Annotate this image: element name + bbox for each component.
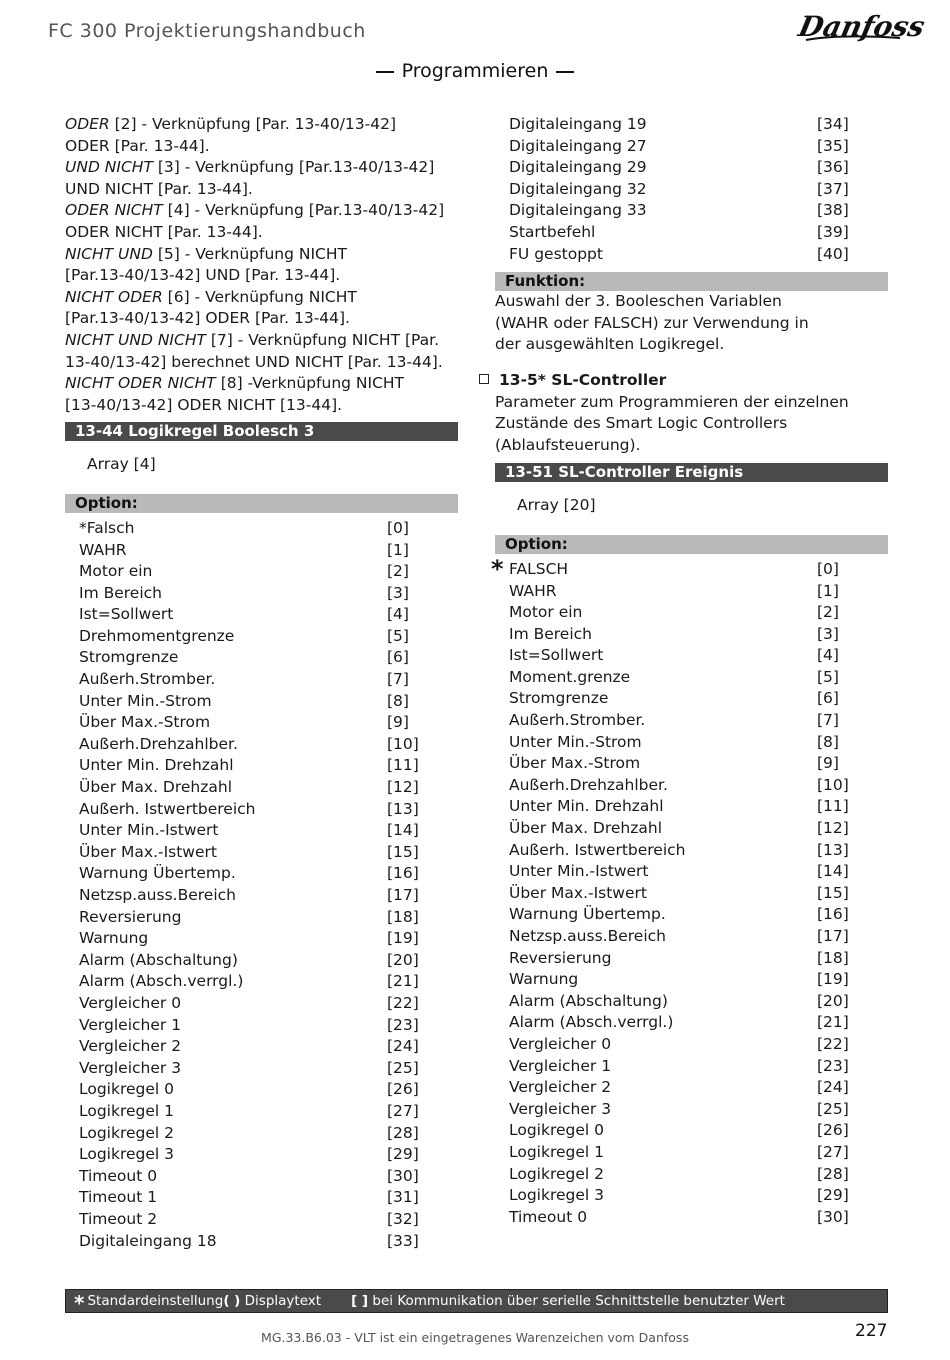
- option-name: Startbefehl: [509, 222, 596, 241]
- option-value: [27]: [817, 1142, 849, 1161]
- option-row: [495, 1164, 888, 1186]
- option-row: [495, 883, 888, 905]
- option-value: [9]: [387, 713, 409, 732]
- option-name: Warnung: [509, 970, 579, 989]
- option-row: [495, 1207, 888, 1229]
- text-line: [65, 244, 458, 266]
- option-row: [65, 885, 458, 907]
- option-value: [1]: [817, 581, 839, 600]
- option-row: [495, 645, 888, 667]
- option-row: [495, 969, 888, 991]
- option-value: [14]: [817, 862, 849, 881]
- text-emphasis: NICHT UND NICHT: [65, 330, 206, 349]
- option-name: Alarm (Absch.verrgl.): [509, 1013, 674, 1032]
- option-name: Vergleicher 1: [79, 1015, 182, 1034]
- option-value: [5]: [817, 667, 839, 686]
- legend-default: Standardeinstellung: [87, 1293, 224, 1309]
- option-value: [6]: [387, 648, 409, 667]
- option-name: Logikregel 0: [509, 1121, 605, 1140]
- option-name: Unter Min. Drehzahl: [509, 797, 664, 816]
- option-name: Unter Min.-Istwert: [79, 821, 219, 840]
- text-body: [8] -Verknüpfung NICHT: [215, 374, 405, 393]
- option-row: [65, 1101, 458, 1123]
- option-name: Logikregel 0: [79, 1080, 175, 1099]
- option-row: [65, 1079, 458, 1101]
- option-row: [495, 1120, 888, 1142]
- option-value: [16]: [387, 864, 419, 883]
- text-body: [6] - Verknüpfung NICHT: [162, 287, 357, 306]
- option-value: [3]: [817, 624, 839, 643]
- option-name: Motor ein: [509, 603, 583, 622]
- option-row: [495, 179, 888, 201]
- option-row: [65, 842, 458, 864]
- option-row: [65, 691, 458, 713]
- option-value: [18]: [817, 948, 849, 967]
- text-body: [Par.13-40/13-42] ODER [Par. 13-44].: [65, 309, 350, 328]
- text-line: [65, 330, 458, 352]
- option-row: [495, 904, 888, 926]
- text-line: [65, 200, 458, 222]
- text-body: [4] - Verknüpfung [Par.13-40/13-42]: [162, 201, 445, 220]
- array-text: Array [20]: [517, 496, 596, 515]
- option-value: [4]: [387, 605, 409, 624]
- text-emphasis: NICHT UND: [65, 244, 153, 263]
- option-name: Über Max. Drehzahl: [79, 778, 233, 797]
- param-13-44-title: 13-44 Logikregel Boolesch 3: [65, 422, 458, 441]
- page-number: 227: [855, 1321, 888, 1341]
- option-name: Ist=Sollwert: [79, 605, 174, 624]
- option-row: [495, 1099, 888, 1121]
- option-row: [495, 1034, 888, 1056]
- option-value: [28]: [817, 1164, 849, 1183]
- option-name: Vergleicher 1: [509, 1056, 612, 1075]
- option-value: [26]: [817, 1121, 849, 1140]
- option-header: Option:: [495, 535, 888, 554]
- option-value: [21]: [817, 1013, 849, 1032]
- array-text: Array [4]: [87, 455, 156, 474]
- function-header: Funktion:: [495, 272, 888, 291]
- text-body: [7] - Verknüpfung NICHT [Par.: [205, 330, 440, 349]
- option-value: [12]: [817, 819, 849, 838]
- text-body: [5] - Verknüpfung NICHT: [152, 244, 348, 263]
- section-title: [0, 60, 950, 82]
- option-value: [33]: [387, 1231, 419, 1250]
- option-name: Digitaleingang 32: [509, 179, 647, 198]
- option-value: [11]: [387, 756, 419, 775]
- option-name: Warnung Übertemp.: [79, 864, 236, 883]
- text-emphasis: ODER NICHT: [65, 201, 163, 220]
- option-name: Digitaleingang 29: [509, 158, 647, 177]
- option-row: [65, 669, 458, 691]
- option-row: [495, 667, 888, 689]
- option-name: Digitaleingang 33: [509, 201, 647, 220]
- option-row: [65, 583, 458, 605]
- option-value: [13]: [387, 799, 419, 818]
- group-title: 13-5* SL-Controller: [499, 370, 667, 389]
- option-list-continued: [495, 114, 888, 265]
- option-name: Über Max. Drehzahl: [509, 819, 663, 838]
- option-value: [27]: [387, 1101, 419, 1120]
- option-list: [491, 554, 888, 1228]
- option-name: Reversierung: [79, 907, 182, 926]
- option-list: [65, 518, 458, 1252]
- option-name: Über Max.-Strom: [509, 754, 641, 773]
- option-row: [65, 1036, 458, 1058]
- option-row: [65, 561, 458, 583]
- legend-paren-mark: ( ): [223, 1293, 241, 1309]
- option-row: [495, 948, 888, 970]
- text-line: Parameter zum Programmieren der einzelnen: [495, 392, 849, 411]
- option-name: Im Bereich: [79, 583, 162, 602]
- option-name: Außerh.Stromber.: [509, 711, 646, 730]
- option-value: [19]: [817, 970, 849, 989]
- option-value: [19]: [387, 929, 419, 948]
- option-row: [495, 157, 888, 179]
- text-emphasis: NICHT ODER: [65, 287, 163, 306]
- option-value: [26]: [387, 1080, 419, 1099]
- option-value: [40]: [817, 244, 849, 263]
- option-value: [22]: [817, 1034, 849, 1053]
- option-name: Timeout 0: [79, 1166, 158, 1185]
- legend-serial: bei Kommunikation über serielle Schnittstelle benutzter Wert: [368, 1293, 785, 1309]
- option-row: [495, 688, 888, 710]
- option-name: Unter Min.-Strom: [509, 732, 642, 751]
- option-row: [495, 818, 888, 840]
- text-body: [2] - Verknüpfung [Par. 13-40/13-42]: [109, 115, 397, 133]
- text-emphasis: NICHT ODER NICHT: [65, 374, 216, 393]
- option-row: [65, 777, 458, 799]
- option-row: [65, 540, 458, 562]
- option-name: Timeout 0: [509, 1207, 588, 1226]
- text-line: Zustände des Smart Logic Controllers: [495, 414, 788, 433]
- option-name: Vergleicher 2: [79, 1037, 182, 1056]
- option-row: [65, 712, 458, 734]
- text-line: [65, 287, 458, 309]
- option-row: [495, 861, 888, 883]
- text-line: (WAHR oder FALSCH) zur Verwendung in: [495, 313, 809, 332]
- option-name: Alarm (Abschaltung): [79, 950, 238, 969]
- option-value: [20]: [387, 950, 419, 969]
- text-body: UND NICHT [Par. 13-44].: [65, 179, 253, 198]
- left-column: [65, 114, 458, 1252]
- option-row: [495, 796, 888, 818]
- text-emphasis: ODER: [65, 115, 110, 133]
- logic-description: [65, 114, 458, 416]
- option-row: [65, 1123, 458, 1145]
- option-name: Alarm (Abschaltung): [509, 991, 668, 1010]
- option-name: FALSCH: [509, 559, 569, 578]
- option-value: [5]: [387, 626, 409, 645]
- option-value: [31]: [387, 1188, 419, 1207]
- option-name: Drehmomentgrenze: [79, 626, 235, 645]
- option-value: [37]: [817, 179, 849, 198]
- function-text: [495, 291, 888, 356]
- text-line: [65, 373, 458, 395]
- option-row: [495, 710, 888, 732]
- option-row: [65, 626, 458, 648]
- option-value: [0]: [387, 518, 409, 537]
- text-body: [Par.13-40/13-42] UND [Par. 13-44].: [65, 266, 341, 285]
- option-name: Ist=Sollwert: [509, 646, 604, 665]
- option-value: [23]: [387, 1015, 419, 1034]
- option-name: Logikregel 3: [79, 1145, 175, 1164]
- option-value: [2]: [387, 562, 409, 581]
- option-row: [65, 647, 458, 669]
- option-name: Netzsp.auss.Bereich: [509, 927, 666, 945]
- option-value: [29]: [387, 1145, 419, 1164]
- option-row: [495, 840, 888, 862]
- option-row: [495, 991, 888, 1013]
- option-name: WAHR: [509, 581, 557, 600]
- option-name: *Falsch: [79, 518, 135, 537]
- option-name: Motor ein: [79, 562, 153, 581]
- param-13-51-title: 13-51 SL-Controller Ereignis: [495, 463, 888, 482]
- text-line: [65, 265, 458, 287]
- text-body: ODER NICHT [Par. 13-44].: [65, 222, 263, 241]
- option-name: Timeout 1: [79, 1188, 158, 1207]
- text-line: Auswahl der 3. Booleschen Variablen: [495, 292, 782, 311]
- option-name: Logikregel 1: [509, 1142, 605, 1161]
- option-value: [8]: [817, 732, 839, 751]
- option-row: [65, 928, 458, 950]
- legend-bracket-mark: [ ]: [351, 1293, 369, 1309]
- option-row: [65, 993, 458, 1015]
- option-row: [495, 581, 888, 603]
- text-body: [13-40/13-42] ODER NICHT [13-44].: [65, 395, 343, 414]
- default-star-icon: *: [74, 1291, 85, 1315]
- option-name: Außerh. Istwertbereich: [509, 840, 686, 859]
- option-value: [29]: [817, 1186, 849, 1205]
- option-row: [495, 1142, 888, 1164]
- option-value: [1]: [387, 540, 409, 559]
- text-line: [65, 395, 458, 417]
- option-name: Digitaleingang 27: [509, 136, 647, 155]
- option-value: [32]: [387, 1209, 419, 1228]
- option-name: Außerh.Drehzahlber.: [509, 775, 668, 794]
- option-name: Vergleicher 3: [79, 1058, 182, 1077]
- option-name: Reversierung: [509, 948, 612, 967]
- option-row: [495, 244, 888, 266]
- text-line: [65, 157, 458, 179]
- text-line: (Ablaufsteuerung).: [495, 435, 641, 454]
- option-name: Vergleicher 3: [509, 1099, 612, 1118]
- text-emphasis: UND NICHT: [65, 158, 153, 177]
- option-row: [65, 863, 458, 885]
- option-name: Im Bereich: [509, 624, 592, 643]
- option-value: [34]: [817, 115, 849, 133]
- option-name: Vergleicher 0: [79, 993, 182, 1012]
- option-value: [39]: [817, 222, 849, 241]
- option-value: [25]: [387, 1058, 419, 1077]
- option-row: [495, 602, 888, 624]
- group-text: [495, 392, 888, 457]
- option-value: [7]: [817, 711, 839, 730]
- option-row: [65, 1231, 458, 1253]
- option-value: [22]: [387, 993, 419, 1012]
- option-value: [16]: [817, 905, 849, 924]
- option-value: [2]: [817, 603, 839, 622]
- option-row: [65, 1015, 458, 1037]
- option-row: [65, 1058, 458, 1080]
- option-name: Logikregel 3: [509, 1186, 605, 1205]
- option-value: [3]: [387, 583, 409, 602]
- option-row: [495, 200, 888, 222]
- text-body: [3] - Verknüpfung [Par.13-40/13-42]: [152, 158, 435, 177]
- option-name: Netzsp.auss.Bereich: [79, 886, 236, 904]
- option-row: [495, 1077, 888, 1099]
- option-name: Außerh.Stromber.: [79, 670, 216, 689]
- option-row: [495, 136, 888, 158]
- option-value: [23]: [817, 1056, 849, 1075]
- option-value: [12]: [387, 778, 419, 797]
- option-name: Vergleicher 0: [509, 1034, 612, 1053]
- right-column: [491, 114, 888, 1228]
- legend-bar: [65, 1289, 888, 1313]
- option-name: Über Max.-Strom: [79, 713, 211, 732]
- option-value: [38]: [817, 201, 849, 220]
- footer-text: MG.33.B6.03 - VLT ist ein eingetragenes Warenzeichen vom Danfoss: [261, 1330, 689, 1345]
- option-name: Alarm (Absch.verrgl.): [79, 972, 244, 991]
- option-value: [10]: [387, 734, 419, 753]
- option-value: [17]: [387, 886, 419, 904]
- text-line: [65, 136, 458, 158]
- option-row: [491, 554, 888, 583]
- option-name: Digitaleingang 18: [79, 1231, 217, 1250]
- legend-display: Displaytext: [240, 1293, 322, 1309]
- option-name: Außerh. Istwertbereich: [79, 799, 256, 818]
- checkbox-square-icon: [479, 374, 489, 384]
- option-value: [17]: [817, 927, 849, 945]
- option-value: [21]: [387, 972, 419, 991]
- option-value: [36]: [817, 158, 849, 177]
- option-name: Unter Min. Drehzahl: [79, 756, 234, 775]
- option-row: [495, 1185, 888, 1207]
- option-row: [65, 734, 458, 756]
- option-row: [65, 755, 458, 777]
- option-value: [6]: [817, 689, 839, 708]
- text-line: [65, 114, 458, 136]
- section-dash-right: [556, 71, 574, 73]
- default-star-icon: *: [491, 554, 504, 583]
- option-row: [495, 926, 888, 948]
- option-name: Vergleicher 2: [509, 1078, 612, 1097]
- svg-text:Danfoss: Danfoss: [795, 9, 928, 43]
- option-name: Warnung: [79, 929, 149, 948]
- option-row: [495, 222, 888, 244]
- option-row: [65, 799, 458, 821]
- option-name: Unter Min.-Strom: [79, 691, 212, 710]
- text-line: [65, 179, 458, 201]
- option-value: [9]: [817, 754, 839, 773]
- option-row: [65, 950, 458, 972]
- option-name: Moment.grenze: [509, 667, 631, 686]
- option-value: [20]: [817, 991, 849, 1010]
- section-title-text: Programmieren: [401, 60, 549, 82]
- option-value: [13]: [817, 840, 849, 859]
- option-value: [7]: [387, 670, 409, 689]
- option-name: WAHR: [79, 540, 127, 559]
- section-dash-left: [376, 71, 394, 73]
- option-value: [24]: [387, 1037, 419, 1056]
- text-line: [65, 308, 458, 330]
- option-value: [18]: [387, 907, 419, 926]
- document-title: FC 300 Projektierungshandbuch: [48, 20, 366, 42]
- option-name: Timeout 2: [79, 1209, 158, 1228]
- text-line: [65, 222, 458, 244]
- option-row: [495, 775, 888, 797]
- option-value: [30]: [817, 1207, 849, 1226]
- option-value: [35]: [817, 136, 849, 155]
- option-value: [0]: [817, 559, 839, 578]
- option-name: Über Max.-Istwert: [509, 883, 647, 902]
- option-name: Unter Min.-Istwert: [509, 862, 649, 881]
- option-value: [4]: [817, 646, 839, 665]
- group-heading: [495, 370, 888, 392]
- option-row: [65, 820, 458, 842]
- option-row: [495, 1056, 888, 1078]
- option-row: [495, 114, 888, 136]
- option-row: [65, 1144, 458, 1166]
- text-body: 13-40/13-42] berechnet UND NICHT [Par. 13-44].: [65, 352, 443, 371]
- option-value: [14]: [387, 821, 419, 840]
- option-header: Option:: [65, 494, 458, 513]
- option-row: [65, 1187, 458, 1209]
- option-value: [8]: [387, 691, 409, 710]
- text-line: der ausgewählten Logikregel.: [495, 335, 725, 354]
- option-value: [10]: [817, 775, 849, 794]
- text-line: [65, 352, 458, 374]
- option-row: [65, 1166, 458, 1188]
- option-name: Außerh.Drehzahlber.: [79, 734, 238, 753]
- option-value: [11]: [817, 797, 849, 816]
- option-row: [65, 971, 458, 993]
- option-name: Warnung Übertemp.: [509, 905, 666, 924]
- option-name: Über Max.-Istwert: [79, 842, 217, 861]
- option-name: Logikregel 2: [79, 1123, 175, 1142]
- danfoss-logo: [795, 4, 928, 48]
- option-row: [65, 518, 458, 540]
- option-row: [495, 753, 888, 775]
- option-row: [495, 732, 888, 754]
- option-name: Stromgrenze: [509, 689, 609, 708]
- option-value: [15]: [817, 883, 849, 902]
- option-value: [30]: [387, 1166, 419, 1185]
- text-body: ODER [Par. 13-44].: [65, 136, 210, 155]
- option-name: Digitaleingang 19: [509, 115, 647, 133]
- option-name: Logikregel 2: [509, 1164, 605, 1183]
- option-value: [25]: [817, 1099, 849, 1118]
- option-row: [65, 604, 458, 626]
- option-value: [15]: [387, 842, 419, 861]
- option-value: [24]: [817, 1078, 849, 1097]
- option-name: Stromgrenze: [79, 648, 179, 667]
- option-value: [28]: [387, 1123, 419, 1142]
- option-name: Logikregel 1: [79, 1101, 175, 1120]
- option-row: [495, 1012, 888, 1034]
- option-row: [65, 907, 458, 929]
- option-row: [65, 1209, 458, 1231]
- option-name: FU gestoppt: [509, 244, 603, 263]
- option-row: [495, 624, 888, 646]
